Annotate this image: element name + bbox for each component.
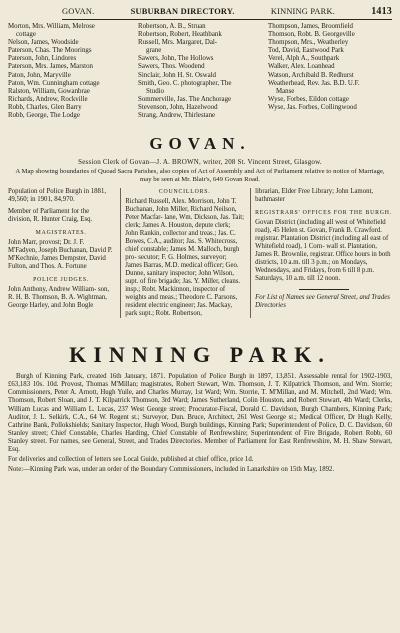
resident-entry: Paton, Wm. Cunningham cottage xyxy=(8,79,100,87)
resident-entry: Verel, Alph A., Southpark xyxy=(268,55,340,63)
registrars-text: Govan District (including all west of Whitefield road), 45 Helen st. Govan, Frank B. Crawford. registrar. Plantation District (including all east of Whitefield road), 1 Corn- wall st. Plantation, James R. Brownlie, registrar. Office hours in both districts, 10 a.m. till 3 p.m.; on Mondays, Wednesdays, and Fridays, from 6 till 8 p.m. Saturdays, 10 a.m. till 12 noon. xyxy=(255,219,391,283)
resident-entry: Richards, Andrew, Rockville xyxy=(8,95,88,103)
resident-entry: Paton, John, Maryville xyxy=(8,71,71,79)
govan-columns xyxy=(8,188,392,318)
resident-entry: Stevenson, John, Hazelwood xyxy=(138,103,218,111)
divider-rule xyxy=(299,289,349,290)
header-right: KINNING PARK. xyxy=(270,7,336,16)
residents-col-2 xyxy=(138,23,262,120)
resident-entry: Sommerville, Jas. The Anchorage xyxy=(138,95,232,103)
resident-entry: cottage xyxy=(16,31,36,39)
resident-entry: Studio xyxy=(146,87,164,95)
header-left: GOVAN. xyxy=(62,7,95,16)
resident-entry: Ralston, William, Gowanbrae xyxy=(8,87,90,95)
resident-entry: Manse xyxy=(276,87,295,95)
resident-entry: Morton, Mrs. William, Melrose xyxy=(8,23,95,30)
resident-entry: Walker, Alex. Loanhead xyxy=(268,63,335,71)
registrars-heading: REGISTRARS' OFFICES FOR THE BURGH. xyxy=(255,210,392,217)
govan-col-1 xyxy=(8,188,114,318)
magistrates-text: John Marr, provost; Dr. J. F. M'Fadyen, Joseph Buchanan, David P. M'Kechnie, James Dempster, David Fulton, and Thos. A. Fortune xyxy=(8,239,113,271)
resident-entry: Smith, Geo. C. photographer, The xyxy=(138,79,232,87)
resident-entry: Robertson, A. B., Struan xyxy=(138,23,206,30)
councillors-heading: COUNCILLORS. xyxy=(158,189,211,196)
govan-heading: GOVAN. xyxy=(149,134,251,154)
resident-entry: Weatherhead, Rev. Jas. B.D. U.F. xyxy=(268,79,360,87)
resident-entry: Thompson, Mrs., Weatherley xyxy=(268,39,349,47)
police-judges-heading: POLICE JUDGES. xyxy=(33,277,90,284)
govan-col-3 xyxy=(250,188,392,318)
running-head xyxy=(62,6,392,20)
residents-col-1 xyxy=(8,23,132,120)
resident-entry: Paterson, John, Lindores xyxy=(8,55,77,63)
police-judges-text: John Anthony, Andrew William- son, R. H. B. Thomson, B. A. Wightman, George Harley, and John Bogle xyxy=(8,286,110,310)
resident-entry: Paterson, Chas. The Moorings xyxy=(8,47,92,55)
kinning-park-heading: KINNING PARK. xyxy=(69,342,331,368)
resident-entry: Wyse, Jas. Forbes, Collingwood xyxy=(268,103,357,111)
resident-entry: Nelson, James, Woodside xyxy=(8,39,79,47)
resident-entry: Watson, Archibald B. Redhurst xyxy=(268,71,354,79)
see-also-note: For List of Names see General Street, and Trades Directories xyxy=(255,294,390,310)
resident-entry: grane xyxy=(146,47,162,55)
resident-entry: Sawers, John, The Hollows xyxy=(138,55,214,63)
resident-entry: Thomson, Robt. B. Georgeville xyxy=(268,31,355,39)
page-number: 1413 xyxy=(371,6,392,17)
parliament-text: Member of Parliament for the division, R. Hunter Craig, Esq. xyxy=(8,208,93,224)
header-center: SUBURBAN DIRECTORY. xyxy=(130,7,235,16)
map-note: A Map showing boundaries of Quoad Sacra Parishes, also copies of Act of Assembly and Act of Parliament relative to notice of Marriage, may be seen at Mr. Blair's, 649 Govan Road. xyxy=(15,168,385,184)
residents-col-3 xyxy=(268,23,392,120)
councillors-text: Richard Russell, Alex. Morrison, John T. Buchanan, John Miller, Richard Neilson, Peter Macfar- lane, Wm. Dickson, Jas. Tait; clerk; James A. Houston, depute clerk; John Rankin, collector and treas.; Jas. C. Bowes, C.A., auditor; Jas. S. Whitecross, chief constable; James M. Malloch, burgh pro- secutor; F. G. Holmes, surveyor; James Barras, M.D. medical officer; Geo. Dunne, sanitary inspector; John Wilson, supt. of fire brigade; Jas. Y. Miller, cleans. insp.; Robt. Mackinnon, inspector of weights and meas.; Theodore C. Parsons, resident electric engineer; Jas. Mackay, park supt.; Robt. Robertson, xyxy=(125,198,245,318)
population-text: Population of Police Burgh in 1881, 49,560; in 1901, 84,970. xyxy=(8,188,107,204)
resident-entry: Strang, Andrew, Thirlestane xyxy=(138,112,216,120)
session-clerk-line: Session Clerk of Govan—J. A. BROWN, writer, 208 St. Vincent Street, Glasgow. xyxy=(78,158,322,167)
librarian-text: librarian, Elder Free Library; John Lamont, bathmaster xyxy=(255,188,374,204)
kinning-park-body xyxy=(8,373,392,454)
residents-list xyxy=(8,23,392,120)
magistrates-heading: MAGISTRATES. xyxy=(35,230,87,237)
resident-entry: Robb, George, The Lodge xyxy=(8,112,80,120)
deliveries-note: For deliveries and collection of letters see Local Guide, published at chief office, price 1d. xyxy=(8,456,254,464)
resident-entry: Thompson, James, Broomfield xyxy=(268,23,353,30)
resident-entry: Robertson, Robert, Heathbank xyxy=(138,31,222,39)
resident-entry: Robb, Charles, Glen Barry xyxy=(8,103,82,111)
resident-entry: Paterson, Mrs. James, Marston xyxy=(8,63,93,71)
resident-entry: Sawers, Thos. Woodend xyxy=(138,63,205,71)
boundary-note: Note:—Kinning Park was, under an order of the Boundary Commissioners, included in Lanarkshire on 15th May, 1892. xyxy=(8,466,335,474)
resident-entry: Sinclair, John H. St. Oswald xyxy=(138,71,217,79)
resident-entry: Wyse, Forbes, Eildon cottage xyxy=(268,95,349,103)
resident-entry: Russell, Mrs. Margaret, Dal- xyxy=(138,39,218,47)
kinning-park-paragraph: Burgh of Kinning Park, created 16th January, 1871. Population of Police Burgh in 1897, 13,851. Assessable rental for 1902-1903, £63,183 10s. 10d. Provost, Thomas M'Millan; magistrates, Robert Stewart, Wm. Thomson, J. T. Kilpatrick Thomson, and Wm. Storrie; Commissioners, Peter A. Arnott, Hugh Yuile, and Charles Murray, 1st Ward; Wm. Storrie, T. M'Millan, and M. Mitchell, 2nd Ward; Wm. Thomson, Robert Sloan, and J. T. Kilpatrick Thomson, 3rd Ward; James Sutherland, Colin Houston, and Robert Stewart, 4th Ward; Clerks, William Lucas and William L. Lucas, 237 West George street; Procurator-Fiscal, Dorald C. Davidson, Burgh Chambers, Kinning Park; Auditor, J. L. Selkirk, C.A., 64 W. Regent st.; Surveyor, Dun. Bruce, Architect, 261 West George st.; Medical Officer, Dr Hugh Kelly, Cathrine Bank, Pollokshields; Sanitary Inspector, Hugh Wood, Burgh buildings, Kinning Park; Superintendent of Police, D. C. Davidson, 60 Stanley street; Chief Constable, Charles Harding, Chief Constable of Renfrewshire; Superintendent of Fire Brigade, Robert Robb, 60 Stanley street. For names, see General, Street, and Trades Directories. Member of Parliament for East Renfrewshire, M. H. Shaw Stewart, Esq. xyxy=(8,373,392,453)
govan-col-2 xyxy=(120,188,244,318)
resident-entry: Tod, David, Eastwood Park xyxy=(268,47,344,55)
